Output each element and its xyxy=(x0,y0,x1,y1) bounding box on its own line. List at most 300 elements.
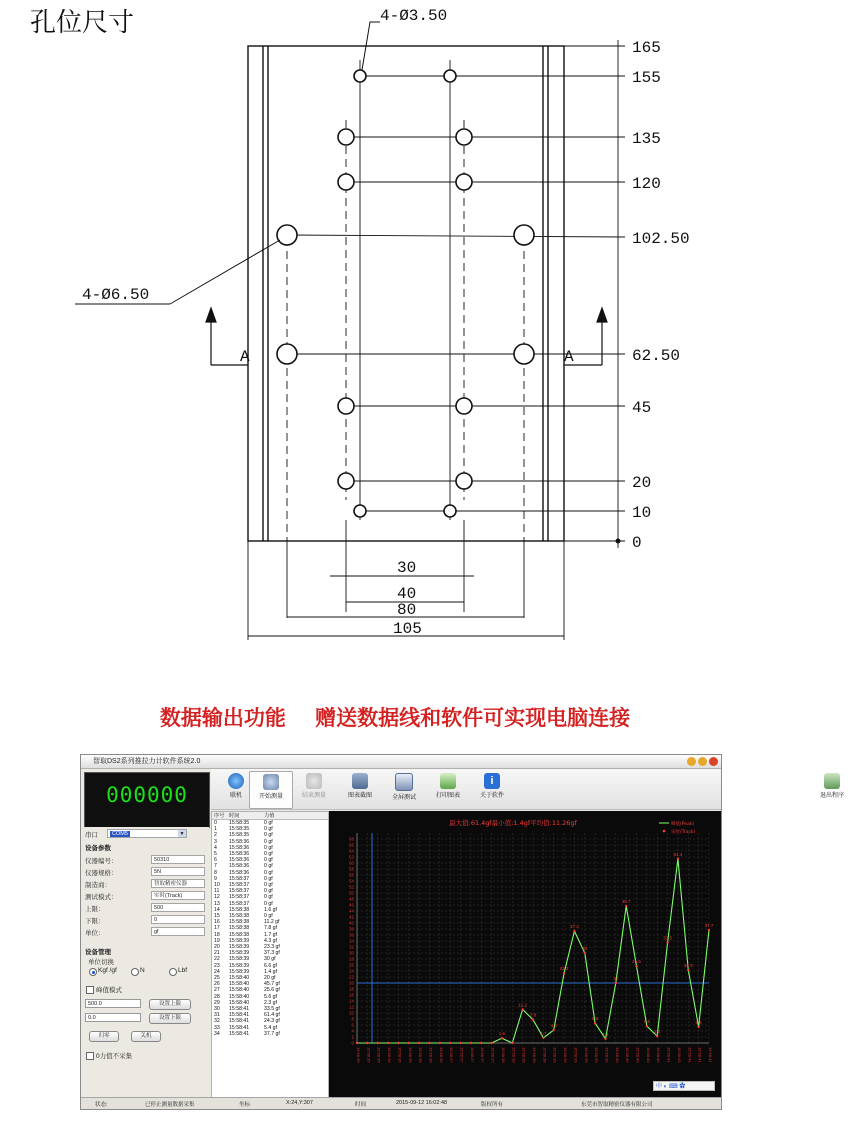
data-label: 4.3 xyxy=(550,1023,557,1029)
data-point xyxy=(573,930,575,932)
toolbar xyxy=(211,769,844,810)
status-label: 状态: xyxy=(95,1102,108,1108)
param-label: 仪器编号： xyxy=(85,858,118,865)
x-tick-label: 15:58:36 xyxy=(428,1047,434,1063)
y-tick-label: 20 xyxy=(348,980,354,986)
cell-force: 0 gf xyxy=(264,888,273,895)
cell-force: 0 gf xyxy=(264,832,273,839)
table-row[interactable] xyxy=(212,987,328,993)
small-hole xyxy=(444,70,456,82)
cell-force: 7.8 gf xyxy=(264,925,277,932)
data-point xyxy=(708,929,710,931)
data-point xyxy=(625,905,627,907)
param-label: 仪器规格： xyxy=(85,870,118,877)
data-point xyxy=(635,965,637,967)
y-tick-label: 58 xyxy=(348,866,354,872)
table-row[interactable] xyxy=(212,857,328,863)
cell-force: 0 gf xyxy=(264,875,273,882)
cell-index: 19 xyxy=(214,937,220,944)
stop-measure-label: 结束测量 xyxy=(301,793,326,799)
table-row[interactable] xyxy=(212,1031,328,1037)
x-tick-label: 15:58:35 xyxy=(356,1047,361,1063)
maximize-button[interactable] xyxy=(698,757,707,766)
data-point xyxy=(428,1042,430,1044)
cell-time: 15:58:39 xyxy=(229,968,250,975)
cell-time: 15:58:40 xyxy=(229,993,250,1000)
hole xyxy=(456,398,472,414)
exit-label: 退出程序 xyxy=(819,793,844,799)
table-row[interactable] xyxy=(212,944,328,950)
x-tick-label: 15:58:38 xyxy=(542,1047,548,1063)
dim-155: 155 xyxy=(632,69,661,87)
data-label: 6.6 xyxy=(591,1016,599,1022)
upper-limit-input[interactable]: 500.0 xyxy=(85,999,141,1008)
cell-time: 15:58:41 xyxy=(229,1030,250,1037)
large-hole xyxy=(277,225,297,245)
x-tick-label: 15:58:35 xyxy=(376,1047,382,1063)
cell-force: 0 gf xyxy=(264,820,273,826)
col-force-header: 力值 xyxy=(264,813,275,819)
cell-time: 15:58:40 xyxy=(229,987,250,994)
hole xyxy=(338,398,354,414)
dim-10: 10 xyxy=(632,504,652,522)
cell-force: 2.3 gf xyxy=(264,999,277,1006)
data-label: 61.4 xyxy=(673,851,683,857)
app-window xyxy=(80,754,844,1110)
table-row[interactable] xyxy=(212,981,328,987)
table-row[interactable] xyxy=(212,994,328,1000)
col-index-header: 序号 xyxy=(214,813,225,819)
data-point xyxy=(584,952,586,954)
cell-force: 25.6 gf xyxy=(264,987,280,994)
table-row[interactable] xyxy=(212,894,328,900)
cell-index: 1 xyxy=(214,826,217,833)
data-point xyxy=(459,1042,461,1044)
start-measure-button[interactable] xyxy=(249,771,293,809)
plate-outline xyxy=(248,46,564,541)
x-tick-label: 15:58:38 xyxy=(532,1047,537,1063)
cell-time: 15:58:35 xyxy=(229,820,250,826)
y-tick-label: 32 xyxy=(348,944,354,950)
connect-icon xyxy=(228,773,244,789)
data-point xyxy=(501,1037,503,1039)
x-tick-label: 15:58:38 xyxy=(511,1047,517,1063)
hole xyxy=(456,129,472,145)
cell-index: 4 xyxy=(214,844,217,851)
x-tick-label: 15:58:39 xyxy=(583,1047,589,1063)
cell-time: 15:58:40 xyxy=(229,981,250,988)
x-tick-label: 15:58:39 xyxy=(563,1047,569,1063)
data-label: 5.4 xyxy=(695,1019,702,1025)
table-row[interactable] xyxy=(212,956,328,962)
table-row[interactable] xyxy=(212,975,328,981)
x-tick-label: 15:58:35 xyxy=(366,1047,372,1063)
cell-time: 15:58:40 xyxy=(229,999,250,1006)
stop-measure-button[interactable] xyxy=(293,771,335,807)
y-tick-label: 38 xyxy=(348,926,354,932)
minimize-button[interactable] xyxy=(687,757,696,766)
large-hole xyxy=(514,225,534,245)
time-value: 2015-09-12 16:02:48 xyxy=(396,1100,448,1106)
cell-force: 5.4 gf xyxy=(264,1024,277,1031)
data-point xyxy=(490,1042,492,1044)
cell-index: 0 xyxy=(214,820,217,826)
unit-radio-kgf[interactable] xyxy=(89,968,97,976)
cell-force: 5.6 gf xyxy=(264,993,277,1000)
cell-time: 15:58:41 xyxy=(229,1012,250,1019)
dim-30: 30 xyxy=(397,559,417,577)
data-label: 1.7 xyxy=(540,1030,547,1036)
about-button[interactable] xyxy=(471,771,513,807)
x-tick-label: 15:58:37 xyxy=(480,1047,486,1063)
data-point xyxy=(418,1042,420,1044)
print-chart-button[interactable] xyxy=(427,771,469,807)
small-hole xyxy=(444,505,456,517)
y-tick-label: 12 xyxy=(348,1004,354,1010)
cell-index: 29 xyxy=(214,999,220,1006)
cell-time: 15:58:37 xyxy=(229,888,250,895)
y-tick-label: 60 xyxy=(348,860,354,866)
no-zero-collect-label: 0力值不采集 xyxy=(96,1053,133,1060)
cell-force: 6.6 gf xyxy=(264,962,277,969)
table-row[interactable] xyxy=(212,832,328,838)
y-tick-label: 64 xyxy=(348,848,354,854)
about-label: 关于软件 xyxy=(479,793,504,799)
table-row[interactable] xyxy=(212,882,328,888)
cell-index: 26 xyxy=(214,981,220,988)
x-tick-label: 15:58:36 xyxy=(387,1047,393,1063)
cell-index: 24 xyxy=(214,968,220,975)
connect-label: 联机 xyxy=(229,793,242,799)
large-hole-label: 4-Ø6.50 xyxy=(82,286,150,304)
window-title: 智取DS2系列推拉力计软件系统2.0 xyxy=(93,758,201,765)
cell-time: 15:58:35 xyxy=(229,826,250,833)
table-row[interactable] xyxy=(212,826,328,832)
hole xyxy=(338,129,354,145)
cell-force: 0 gf xyxy=(264,900,273,907)
data-point xyxy=(532,1018,534,1020)
dim-0: 0 xyxy=(632,534,642,552)
data-label: 24.3 xyxy=(683,963,693,969)
section-mark-left: A xyxy=(240,348,250,366)
param-label: 制造商： xyxy=(85,882,111,889)
exit-button[interactable] xyxy=(811,771,853,807)
cell-force: 0 gf xyxy=(264,838,273,845)
cell-force: 20 gf xyxy=(264,975,276,981)
unit-switch-label: 单位切换 xyxy=(88,959,114,966)
cell-time: 15:58:41 xyxy=(229,1006,250,1012)
large-hole xyxy=(514,344,534,364)
device-params-title: 设备参数 xyxy=(85,845,111,852)
table-header xyxy=(212,812,328,820)
cell-force: 0 gf xyxy=(264,857,273,864)
cell-time: 15:58:39 xyxy=(229,962,250,969)
data-point xyxy=(521,1008,523,1010)
start-measure-label: 开始测量 xyxy=(258,794,283,800)
unit-option-n: N xyxy=(140,967,145,974)
dim-105: 105 xyxy=(393,620,422,638)
cell-time: 15:58:39 xyxy=(229,950,250,957)
cell-index: 27 xyxy=(214,987,220,994)
x-tick-label: 15:58:36 xyxy=(397,1047,403,1063)
set-lower-button[interactable]: 设置下限 xyxy=(149,1013,191,1024)
cell-force: 45.7 gf xyxy=(264,981,280,988)
fullscreen-icon xyxy=(395,773,413,791)
cell-index: 5 xyxy=(214,851,217,857)
cell-time: 15:58:41 xyxy=(229,1018,250,1025)
x-tick-label: 15:58:37 xyxy=(469,1047,475,1063)
y-tick-label: 24 xyxy=(348,968,354,974)
cell-time: 15:58:38 xyxy=(229,931,250,938)
port-select[interactable] xyxy=(107,829,187,838)
param-value: 智取精密仪器 xyxy=(151,879,205,888)
cell-index: 31 xyxy=(214,1012,220,1019)
y-tick-label: 30 xyxy=(348,950,354,956)
cell-force: 61.4 gf xyxy=(264,1012,280,1019)
hole xyxy=(456,174,472,190)
table-row[interactable] xyxy=(212,870,328,876)
table-row[interactable] xyxy=(212,1018,328,1024)
cell-index: 12 xyxy=(214,894,220,901)
cell-force: 0 gf xyxy=(264,826,273,833)
table-row[interactable] xyxy=(212,1025,328,1031)
x-tick-label: 15:58:41 xyxy=(687,1047,693,1063)
fullscreen-button[interactable] xyxy=(383,771,425,807)
unit-radio-lbf[interactable] xyxy=(169,968,177,976)
x-tick-label: 15:58:40 xyxy=(635,1047,641,1063)
status-bar xyxy=(81,1097,721,1109)
close-button[interactable] xyxy=(709,757,718,766)
data-point xyxy=(449,1042,451,1044)
x-tick-label: 15:58:41 xyxy=(676,1047,682,1063)
cell-index: 2 xyxy=(214,832,217,839)
cell-force: 37.7 gf xyxy=(264,1030,280,1037)
y-tick-label: 44 xyxy=(348,908,354,914)
table-row[interactable] xyxy=(212,969,328,975)
cell-index: 25 xyxy=(214,975,220,981)
cell-time: 15:58:40 xyxy=(229,975,250,981)
cell-force: 0 gf xyxy=(264,844,273,851)
cell-index: 16 xyxy=(214,919,220,926)
ime-toolbar[interactable]: 中 ◐ ⌨ ✿ xyxy=(653,1081,715,1091)
cell-force: 0 gf xyxy=(264,882,273,888)
y-tick-label: 2 xyxy=(351,1034,354,1040)
table-row[interactable] xyxy=(212,839,328,845)
table-row[interactable] xyxy=(212,950,328,956)
dim-80: 80 xyxy=(397,601,417,619)
dim-62-50: 62.50 xyxy=(632,347,681,365)
data-point xyxy=(615,982,617,984)
device-mgmt-title: 设备管理 xyxy=(85,949,111,956)
data-label: 7.8 xyxy=(529,1012,537,1018)
data-label: 20 xyxy=(613,976,619,981)
x-tick-label: 15:58:37 xyxy=(490,1047,496,1063)
cell-time: 15:58:38 xyxy=(229,913,250,919)
cell-index: 22 xyxy=(214,956,220,963)
fullscreen-label: 全屏测试 xyxy=(391,795,416,801)
cell-time: 15:58:38 xyxy=(229,919,250,926)
gears-gray-icon xyxy=(306,773,322,789)
no-zero-collect-checkbox[interactable] xyxy=(86,1052,94,1060)
cell-index: 34 xyxy=(214,1030,220,1037)
dim-135: 135 xyxy=(632,130,661,148)
cell-time: 15:58:37 xyxy=(229,894,250,901)
data-label: 1.4 xyxy=(602,1031,609,1037)
table-row[interactable] xyxy=(212,863,328,869)
data-point xyxy=(687,969,689,971)
data-point xyxy=(480,1042,482,1044)
cell-force: 0 gf xyxy=(264,863,273,870)
table-row[interactable] xyxy=(212,913,328,919)
cell-index: 18 xyxy=(214,931,220,938)
chart-title: 最大值:61.4gf最小值:1.4gf平均值:11.26gf xyxy=(449,819,577,827)
unit-option-kgf: Kgf /gf xyxy=(98,967,117,974)
y-tick-label: 22 xyxy=(348,974,354,980)
x-tick-label: 15:58:36 xyxy=(418,1047,424,1063)
x-tick-label: 15:58:36 xyxy=(438,1047,444,1063)
cell-time: 15:58:39 xyxy=(229,944,250,950)
port-label: 串口 xyxy=(85,832,98,839)
lower-limit-input[interactable]: 0.0 xyxy=(85,1013,141,1022)
peak-mode-checkbox[interactable] xyxy=(86,986,94,994)
x-tick-label: 15:58:40 xyxy=(625,1047,631,1063)
table-row[interactable] xyxy=(212,851,328,857)
cell-index: 30 xyxy=(214,1006,220,1012)
cell-force: 1.6 gf xyxy=(264,906,277,913)
coord-value: X:24,Y:307 xyxy=(286,1100,313,1106)
cell-index: 32 xyxy=(214,1018,220,1025)
data-label: 37.7 xyxy=(704,922,714,928)
y-tick-label: 8 xyxy=(351,1016,354,1022)
table-row[interactable] xyxy=(212,845,328,851)
legend-track: 实时(Track) xyxy=(671,830,696,835)
cell-index: 10 xyxy=(214,882,220,888)
x-tick-label: 15:58:37 xyxy=(449,1047,455,1063)
table-row[interactable] xyxy=(212,938,328,944)
cell-index: 23 xyxy=(214,962,220,969)
x-tick-label: 15:58:39 xyxy=(573,1047,579,1063)
table-row[interactable] xyxy=(212,888,328,894)
param-value: 实时(Track) xyxy=(151,891,205,900)
y-tick-label: 54 xyxy=(348,878,354,884)
table-row[interactable] xyxy=(212,1012,328,1018)
x-tick-label: 15:58:39 xyxy=(552,1047,558,1063)
cell-time: 15:58:39 xyxy=(229,956,250,963)
data-point xyxy=(666,941,668,943)
x-tick-label: 15:58:38 xyxy=(500,1047,506,1063)
chart-screenshot-button[interactable] xyxy=(339,771,381,807)
cell-force: 30 gf xyxy=(264,956,276,963)
cell-time: 15:58:36 xyxy=(229,838,250,845)
cell-force: 33.5 gf xyxy=(264,1006,280,1012)
cell-index: 7 xyxy=(214,863,217,870)
print-chart-label: 打印图表 xyxy=(435,793,460,799)
dim-120: 120 xyxy=(632,175,661,193)
table-row[interactable] xyxy=(212,963,328,969)
hole xyxy=(456,473,472,489)
cell-index: 14 xyxy=(214,906,220,913)
cell-force: 11.2 gf xyxy=(264,919,280,926)
chart-panel xyxy=(329,811,721,1097)
table-row[interactable] xyxy=(212,919,328,925)
cell-time: 15:58:37 xyxy=(229,875,250,882)
port-value: COM5 xyxy=(112,831,128,837)
x-tick-label: 15:58:40 xyxy=(645,1047,651,1063)
cell-time: 15:58:38 xyxy=(229,906,250,913)
param-value: 500 xyxy=(151,903,205,912)
y-tick-label: 6 xyxy=(351,1022,354,1028)
data-point xyxy=(697,1026,699,1028)
x-tick-label: 15:58:41 xyxy=(708,1047,713,1063)
data-point xyxy=(397,1042,399,1044)
cell-index: 28 xyxy=(214,993,220,1000)
cell-time: 15:58:37 xyxy=(229,882,250,888)
table-row[interactable] xyxy=(212,907,328,913)
title-bar xyxy=(81,755,721,769)
table-row[interactable] xyxy=(212,925,328,931)
data-point xyxy=(677,858,679,860)
legend-swatch-track xyxy=(663,830,666,833)
small-hole xyxy=(354,505,366,517)
shutdown-button[interactable]: 关机 xyxy=(131,1031,161,1042)
table-row[interactable] xyxy=(212,1000,328,1006)
dim-45: 45 xyxy=(632,399,652,417)
data-point xyxy=(377,1042,379,1044)
table-row[interactable] xyxy=(212,876,328,882)
param-label: 上限： xyxy=(85,906,105,913)
table-row[interactable] xyxy=(212,901,328,907)
data-point xyxy=(470,1042,472,1044)
y-tick-label: 62 xyxy=(348,854,354,860)
unit-radio-n[interactable] xyxy=(131,968,139,976)
left-panel xyxy=(83,827,209,1095)
coord-label: 坐标 xyxy=(239,1102,251,1108)
dim-20: 20 xyxy=(632,474,652,492)
y-tick-label: 56 xyxy=(348,872,354,878)
cell-index: 8 xyxy=(214,869,217,876)
table-row[interactable] xyxy=(212,820,328,826)
x-tick-label: 15:58:37 xyxy=(459,1047,465,1063)
y-tick-label: 16 xyxy=(348,992,354,998)
x-tick-label: 15:58:40 xyxy=(614,1047,620,1063)
small-hole xyxy=(354,70,366,82)
y-tick-label: 46 xyxy=(348,902,354,908)
data-label: 1.6 xyxy=(498,1031,506,1037)
cell-index: 15 xyxy=(214,913,220,919)
data-label: 5.6 xyxy=(643,1019,651,1025)
cell-index: 21 xyxy=(214,950,220,957)
cell-index: 13 xyxy=(214,900,220,907)
company-name: 东莞市智取精密仪器有限公司 xyxy=(581,1102,653,1108)
hole xyxy=(338,473,354,489)
data-label: 33.5 xyxy=(663,935,672,941)
display-value: 000000 xyxy=(106,783,188,807)
table-row[interactable] xyxy=(212,932,328,938)
copyright-label: 版权所有 xyxy=(481,1102,504,1108)
cell-force: 0 gf xyxy=(264,851,273,857)
hole xyxy=(338,174,354,190)
y-tick-label: 66 xyxy=(348,842,354,848)
zero-button[interactable]: 归零 xyxy=(89,1031,119,1042)
data-point xyxy=(366,1042,368,1044)
data-point xyxy=(656,1035,658,1037)
param-value: gf xyxy=(151,927,205,936)
y-tick-label: 40 xyxy=(348,920,354,926)
table-row[interactable] xyxy=(212,1006,328,1012)
cell-index: 33 xyxy=(214,1024,220,1031)
set-upper-button[interactable]: 设置上限 xyxy=(149,999,191,1010)
y-tick-label: 50 xyxy=(348,890,354,896)
